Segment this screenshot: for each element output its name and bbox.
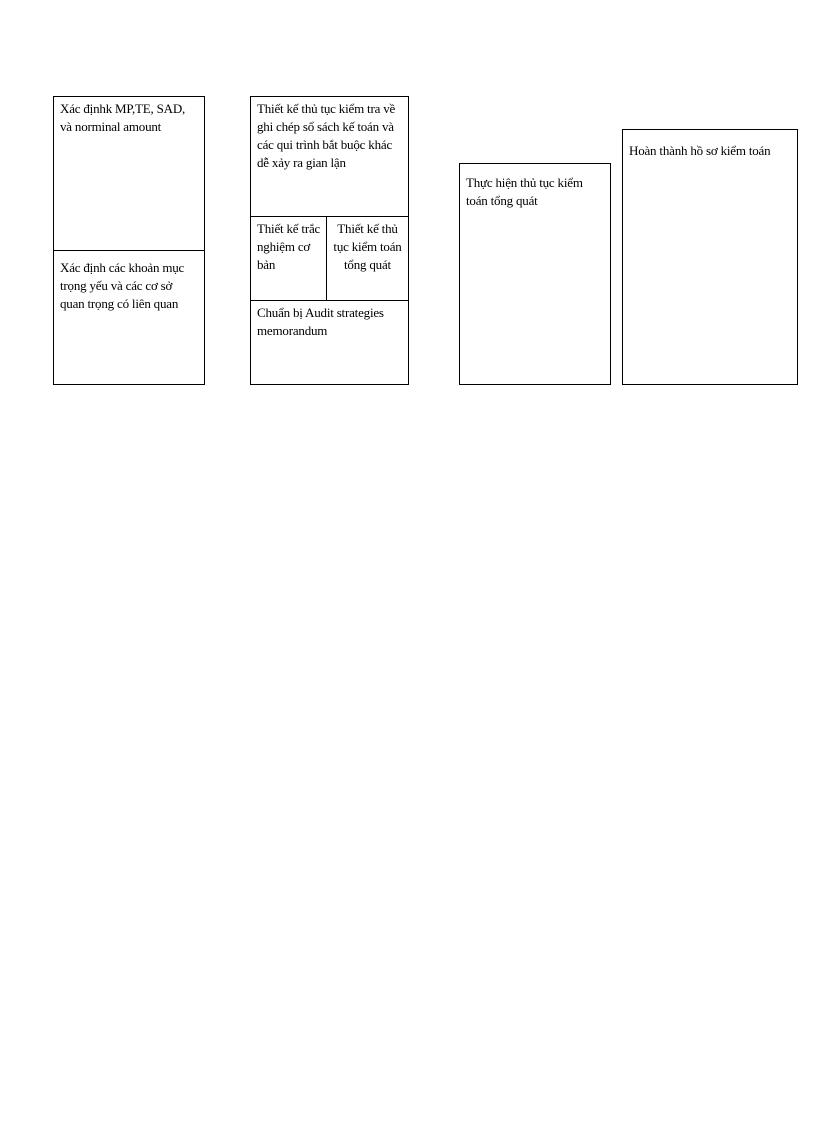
audit-strategy-memo-box: [250, 300, 409, 385]
materiality-text: Xác địnhk MP,TE, SAD, và norminal amount: [60, 101, 186, 134]
design-records-tests-text: Thiết kế thủ tục kiểm tra về ghi chép sổ sách kế toán và các qui trình bắt buộc khác dễ xảy ra gian lận: [257, 101, 396, 170]
design-substantive-tests-box: [250, 216, 327, 301]
design-general-procedures-box: [326, 216, 409, 301]
complete-audit-file-box: [622, 129, 798, 385]
materiality-box: [53, 96, 205, 251]
audit-strategy-memo-text: Chuẩn bị Audit strategies memorandum: [257, 305, 384, 338]
perform-general-procedures-text: Thực hiện thủ tục kiểm toán tổng quát: [466, 175, 583, 208]
significant-items-box: [53, 250, 205, 385]
complete-audit-file-text: Hoàn thành hồ sơ kiểm toán: [629, 143, 771, 158]
significant-items-text: Xác định các khoản mục trọng yếu và các cơ sở quan trọng có liên quan: [60, 260, 185, 311]
perform-general-procedures-box: [459, 163, 611, 385]
design-general-procedures-text: Thiết kế thủ tục kiểm toán tổng quát: [333, 221, 402, 272]
design-substantive-tests-text: Thiết kế trắc nghiệm cơ bản: [257, 221, 321, 272]
design-records-tests-box: [250, 96, 409, 217]
